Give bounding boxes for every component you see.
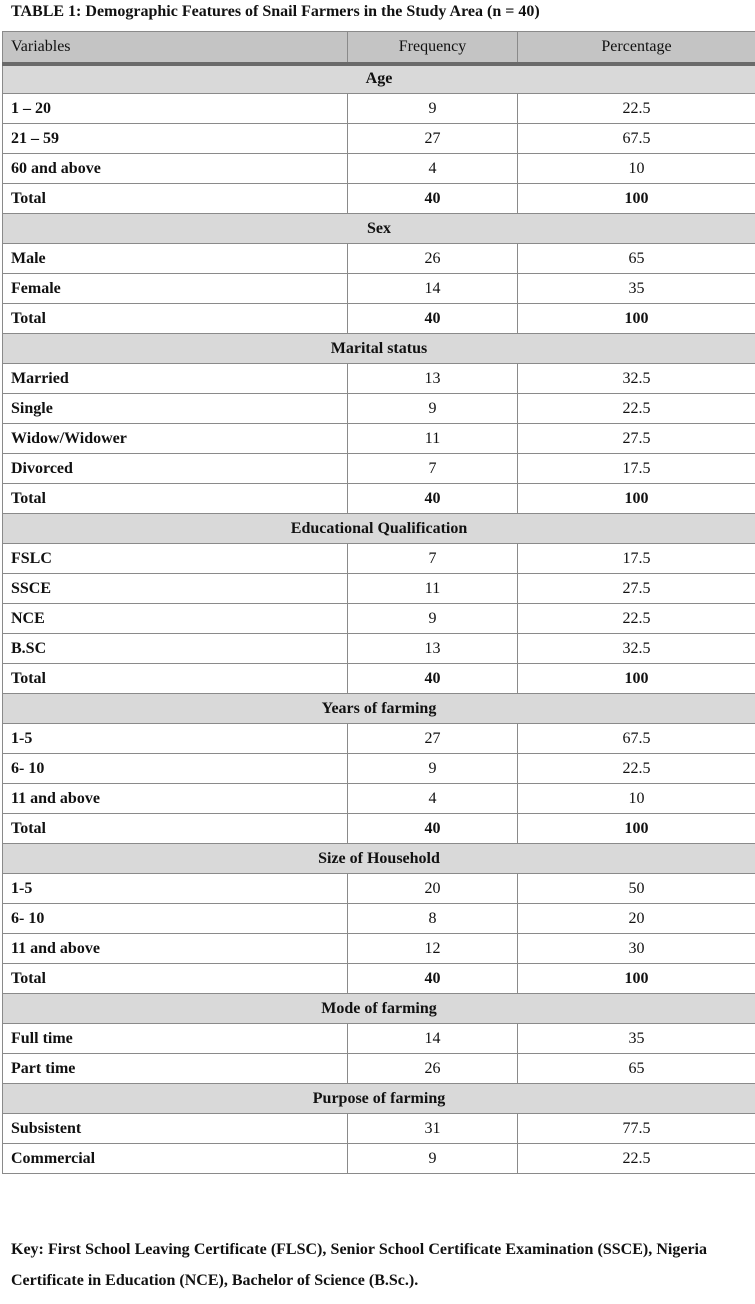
section-header-row <box>3 514 755 544</box>
variable-cell: Female <box>3 274 348 304</box>
variable-cell: Total <box>3 304 348 334</box>
variable-cell: 1 – 20 <box>3 94 348 124</box>
variable-cell: 6- 10 <box>3 904 348 934</box>
section-header-row <box>3 1084 755 1114</box>
table-row <box>3 874 755 904</box>
variable-cell: Single <box>3 394 348 424</box>
table-row <box>3 364 755 394</box>
section-header-row <box>3 64 755 94</box>
percentage-cell: 100 <box>518 664 755 694</box>
header-variables: Variables <box>3 32 348 64</box>
table-row <box>3 1024 755 1054</box>
frequency-cell: 12 <box>348 934 518 964</box>
table-title: TABLE 1: Demographic Features of Snail Farmers in the Study Area (n = 40) <box>11 3 540 20</box>
section-title: Educational Qualification <box>3 514 755 544</box>
frequency-cell: 14 <box>348 1024 518 1054</box>
table-row <box>3 574 755 604</box>
total-row <box>3 814 755 844</box>
percentage-cell: 22.5 <box>518 94 755 124</box>
percentage-cell: 77.5 <box>518 1114 755 1144</box>
frequency-cell: 7 <box>348 544 518 574</box>
percentage-cell: 100 <box>518 484 755 514</box>
table-row <box>3 1144 755 1174</box>
variable-cell: Subsistent <box>3 1114 348 1144</box>
variable-cell: NCE <box>3 604 348 634</box>
total-row <box>3 484 755 514</box>
section-title: Marital status <box>3 334 755 364</box>
variable-cell: Full time <box>3 1024 348 1054</box>
frequency-cell: 40 <box>348 184 518 214</box>
percentage-cell: 35 <box>518 1024 755 1054</box>
frequency-cell: 4 <box>348 154 518 184</box>
variable-cell: SSCE <box>3 574 348 604</box>
total-row <box>3 184 755 214</box>
percentage-cell: 32.5 <box>518 634 755 664</box>
percentage-cell: 17.5 <box>518 454 755 484</box>
table-row <box>3 244 755 274</box>
header-frequency: Frequency <box>348 32 518 64</box>
percentage-cell: 30 <box>518 934 755 964</box>
table-row <box>3 934 755 964</box>
frequency-cell: 9 <box>348 394 518 424</box>
percentage-cell: 22.5 <box>518 604 755 634</box>
percentage-cell: 20 <box>518 904 755 934</box>
percentage-cell: 22.5 <box>518 1144 755 1174</box>
percentage-cell: 100 <box>518 304 755 334</box>
table-row <box>3 544 755 574</box>
percentage-cell: 50 <box>518 874 755 904</box>
frequency-cell: 40 <box>348 484 518 514</box>
section-title: Size of Household <box>3 844 755 874</box>
frequency-cell: 11 <box>348 424 518 454</box>
variable-cell: 21 – 59 <box>3 124 348 154</box>
section-header-row <box>3 844 755 874</box>
frequency-cell: 9 <box>348 754 518 784</box>
total-row <box>3 964 755 994</box>
frequency-cell: 40 <box>348 304 518 334</box>
total-row <box>3 664 755 694</box>
percentage-cell: 10 <box>518 154 755 184</box>
variable-cell: Divorced <box>3 454 348 484</box>
variable-cell: B.SC <box>3 634 348 664</box>
section-header-row <box>3 214 755 244</box>
percentage-cell: 67.5 <box>518 124 755 154</box>
variable-cell: Total <box>3 814 348 844</box>
section-header-row <box>3 694 755 724</box>
percentage-cell: 65 <box>518 244 755 274</box>
percentage-cell: 17.5 <box>518 544 755 574</box>
frequency-cell: 31 <box>348 1114 518 1144</box>
variable-cell: 60 and above <box>3 154 348 184</box>
section-header-row <box>3 994 755 1024</box>
variable-cell: Total <box>3 184 348 214</box>
table-row <box>3 754 755 784</box>
variable-cell: 11 and above <box>3 784 348 814</box>
frequency-cell: 27 <box>348 124 518 154</box>
table-row <box>3 604 755 634</box>
header-percentage: Percentage <box>518 32 755 64</box>
variable-cell: Commercial <box>3 1144 348 1174</box>
frequency-cell: 13 <box>348 634 518 664</box>
table-row <box>3 1054 755 1084</box>
table-row <box>3 154 755 184</box>
frequency-cell: 26 <box>348 1054 518 1084</box>
percentage-cell: 100 <box>518 964 755 994</box>
percentage-cell: 27.5 <box>518 574 755 604</box>
table-row <box>3 724 755 754</box>
total-row <box>3 304 755 334</box>
variable-cell: Part time <box>3 1054 348 1084</box>
section-title: Years of farming <box>3 694 755 724</box>
frequency-cell: 7 <box>348 454 518 484</box>
frequency-cell: 4 <box>348 784 518 814</box>
variable-cell: 1-5 <box>3 724 348 754</box>
frequency-cell: 9 <box>348 94 518 124</box>
section-title: Mode of farming <box>3 994 755 1024</box>
percentage-cell: 10 <box>518 784 755 814</box>
percentage-cell: 27.5 <box>518 424 755 454</box>
section-title: Age <box>3 64 755 94</box>
variable-cell: FSLC <box>3 544 348 574</box>
frequency-cell: 13 <box>348 364 518 394</box>
section-title: Sex <box>3 214 755 244</box>
percentage-cell: 100 <box>518 814 755 844</box>
key-note: Key: First School Leaving Certificate (FLSC), Senior School Certificate Examination (SSCE), Nigeria Certificate in Education (NCE), Bachelor of Science (B.Sc.). <box>11 1241 707 1289</box>
frequency-cell: 20 <box>348 874 518 904</box>
variable-cell: 11 and above <box>3 934 348 964</box>
frequency-cell: 11 <box>348 574 518 604</box>
frequency-cell: 14 <box>348 274 518 304</box>
frequency-cell: 26 <box>348 244 518 274</box>
table-row <box>3 904 755 934</box>
table-row <box>3 634 755 664</box>
percentage-cell: 100 <box>518 184 755 214</box>
variable-cell: Married <box>3 364 348 394</box>
section-header-row <box>3 334 755 364</box>
variable-cell: Widow/Widower <box>3 424 348 454</box>
table-row <box>3 424 755 454</box>
percentage-cell: 22.5 <box>518 394 755 424</box>
percentage-cell: 32.5 <box>518 364 755 394</box>
frequency-cell: 40 <box>348 814 518 844</box>
percentage-cell: 22.5 <box>518 754 755 784</box>
table-row <box>3 454 755 484</box>
variable-cell: 6- 10 <box>3 754 348 784</box>
variable-cell: Male <box>3 244 348 274</box>
table-row <box>3 394 755 424</box>
variable-cell: Total <box>3 964 348 994</box>
table-row <box>3 124 755 154</box>
demographics-table <box>2 31 755 1174</box>
table-row <box>3 1114 755 1144</box>
frequency-cell: 8 <box>348 904 518 934</box>
frequency-cell: 9 <box>348 604 518 634</box>
variable-cell: 1-5 <box>3 874 348 904</box>
table-row <box>3 274 755 304</box>
section-title: Purpose of farming <box>3 1084 755 1114</box>
variable-cell: Total <box>3 664 348 694</box>
frequency-cell: 40 <box>348 964 518 994</box>
frequency-cell: 40 <box>348 664 518 694</box>
frequency-cell: 9 <box>348 1144 518 1174</box>
percentage-cell: 67.5 <box>518 724 755 754</box>
frequency-cell: 27 <box>348 724 518 754</box>
percentage-cell: 65 <box>518 1054 755 1084</box>
variable-cell: Total <box>3 484 348 514</box>
percentage-cell: 35 <box>518 274 755 304</box>
table-row <box>3 784 755 814</box>
table-row <box>3 94 755 124</box>
header-row <box>3 32 755 64</box>
